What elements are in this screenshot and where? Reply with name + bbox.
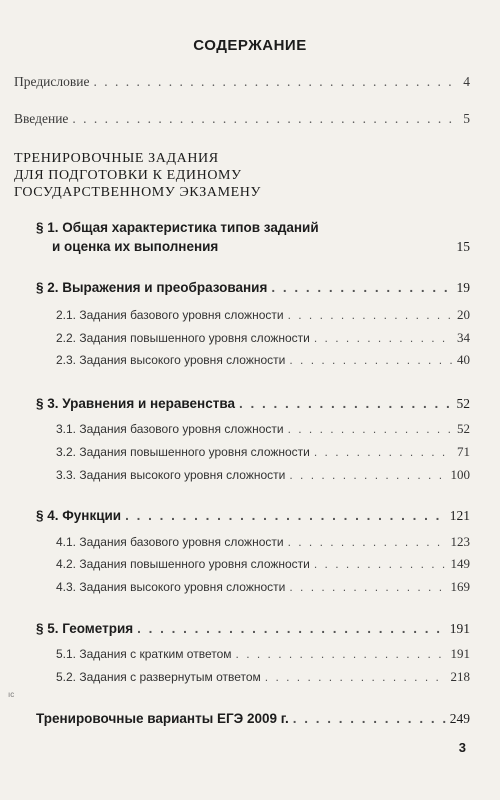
toc-entry-label: Тренировочные варианты ЕГЭ 2009 г. xyxy=(36,711,289,726)
toc-subentry-label: 2.2. Задания повышенного уровня сложности xyxy=(56,331,310,345)
toc-subentry-page: 40 xyxy=(457,352,470,367)
dot-leader xyxy=(93,74,459,90)
part-heading-line: ДЛЯ ПОДГОТОВКИ К ЕДИНОМУ xyxy=(14,168,242,183)
toc-entry-introduction[interactable] xyxy=(14,111,470,127)
dot-leader xyxy=(271,280,452,295)
toc-subentry-page: 149 xyxy=(450,556,470,571)
part-heading-line: ТРЕНИРОВОЧНЫЕ ЗАДАНИЯ xyxy=(14,151,219,166)
toc-subentry-label: 2.3. Задания высокого уровня сложности xyxy=(56,353,286,367)
toc-section-label: § 4. Функции xyxy=(36,508,122,523)
toc-subentry[interactable] xyxy=(56,669,470,685)
toc-subentry-page: 34 xyxy=(457,330,470,345)
toc-subentry-page: 123 xyxy=(450,534,470,549)
dot-leader xyxy=(289,580,446,594)
dot-leader xyxy=(314,331,453,345)
toc-subentry-page: 191 xyxy=(450,646,470,661)
toc-section-label: § 3. Уравнения и неравенства xyxy=(36,396,235,411)
dot-leader xyxy=(288,535,447,549)
dot-leader xyxy=(314,557,447,571)
toc-entry-label: Введение xyxy=(14,111,69,126)
toc-subentry[interactable] xyxy=(56,352,470,368)
toc-entry-page: 249 xyxy=(449,711,470,726)
toc-section-1[interactable] xyxy=(36,218,470,256)
page-title: СОДЕРЖАНИЕ xyxy=(193,37,307,54)
toc-section-label-cont: и оценка их выполнения xyxy=(52,239,219,254)
toc-subentry-page: 20 xyxy=(457,307,470,322)
toc-subentry[interactable] xyxy=(56,556,470,572)
toc-entry-label: Предисловие xyxy=(14,74,90,89)
toc-section-label: § 1. Общая характеристика типов заданий xyxy=(36,220,319,235)
page-number: 3 xyxy=(458,740,466,755)
toc-subentry-label: 3.1. Задания базового уровня сложности xyxy=(56,422,284,436)
toc-subentry-page: 169 xyxy=(450,579,470,594)
toc-section-2[interactable] xyxy=(36,280,470,296)
toc-subentry[interactable] xyxy=(56,444,470,460)
dot-leader xyxy=(288,422,453,436)
toc-section-label: § 5. Геометрия xyxy=(36,621,134,636)
toc-subentry-label: 4.2. Задания повышенного уровня сложности xyxy=(56,557,310,571)
toc-section-3[interactable] xyxy=(36,396,470,412)
dot-leader xyxy=(293,711,446,726)
toc-section-page: 15 xyxy=(456,239,470,254)
part-heading xyxy=(14,150,474,201)
toc-entry-preface[interactable] xyxy=(14,74,470,90)
margin-mark: ıc xyxy=(8,690,15,699)
dot-leader xyxy=(288,308,453,322)
dot-leader xyxy=(314,445,453,459)
toc-subentry[interactable] xyxy=(56,307,470,323)
toc-subentry[interactable] xyxy=(56,534,470,550)
toc-section-page: 191 xyxy=(449,621,470,636)
toc-subentry-label: 3.2. Задания повышенного уровня сложности xyxy=(56,445,310,459)
dot-leader xyxy=(137,621,446,636)
toc-section-page: 52 xyxy=(456,396,470,411)
toc-subentry-label: 5.2. Задания с развернутым ответом xyxy=(56,670,261,684)
toc-subentry-label: 5.1. Задания с кратким ответом xyxy=(56,647,232,661)
dot-leader xyxy=(236,647,447,661)
toc-entry-practice-variants[interactable] xyxy=(36,711,470,727)
toc-subentry-page: 71 xyxy=(457,444,470,459)
dot-leader xyxy=(239,396,453,411)
toc-subentry-label: 3.3. Задания высокого уровня сложности xyxy=(56,468,286,482)
toc-subentry[interactable] xyxy=(56,467,470,483)
toc-subentry[interactable] xyxy=(56,330,470,346)
toc-entry-page: 5 xyxy=(463,111,470,126)
toc-section-page: 121 xyxy=(449,508,470,523)
toc-subentry-page: 100 xyxy=(450,467,470,482)
part-heading-line: ГОСУДАРСТВЕННОМУ ЭКЗАМЕНУ xyxy=(14,185,261,200)
toc-subentry-label: 4.3. Задания высокого уровня сложности xyxy=(56,580,286,594)
toc-section-5[interactable] xyxy=(36,621,470,637)
dot-leader xyxy=(125,508,446,523)
toc-subentry[interactable] xyxy=(56,646,470,662)
dot-leader xyxy=(265,670,447,684)
toc-subentry-page: 52 xyxy=(457,421,470,436)
toc-subentry[interactable] xyxy=(56,579,470,595)
toc-subentry[interactable] xyxy=(56,421,470,437)
toc-section-label: § 2. Выражения и преобразования xyxy=(36,280,268,295)
toc-subentry-page: 218 xyxy=(450,669,470,684)
toc-subentry-label: 2.1. Задания базового уровня сложности xyxy=(56,308,284,322)
toc-entry-page: 4 xyxy=(463,74,470,89)
dot-leader xyxy=(289,353,453,367)
dot-leader xyxy=(289,468,446,482)
toc-subentry-label: 4.1. Задания базового уровня сложности xyxy=(56,535,284,549)
toc-section-page: 19 xyxy=(456,280,470,295)
dot-leader xyxy=(72,111,459,127)
toc-section-4[interactable] xyxy=(36,508,470,524)
